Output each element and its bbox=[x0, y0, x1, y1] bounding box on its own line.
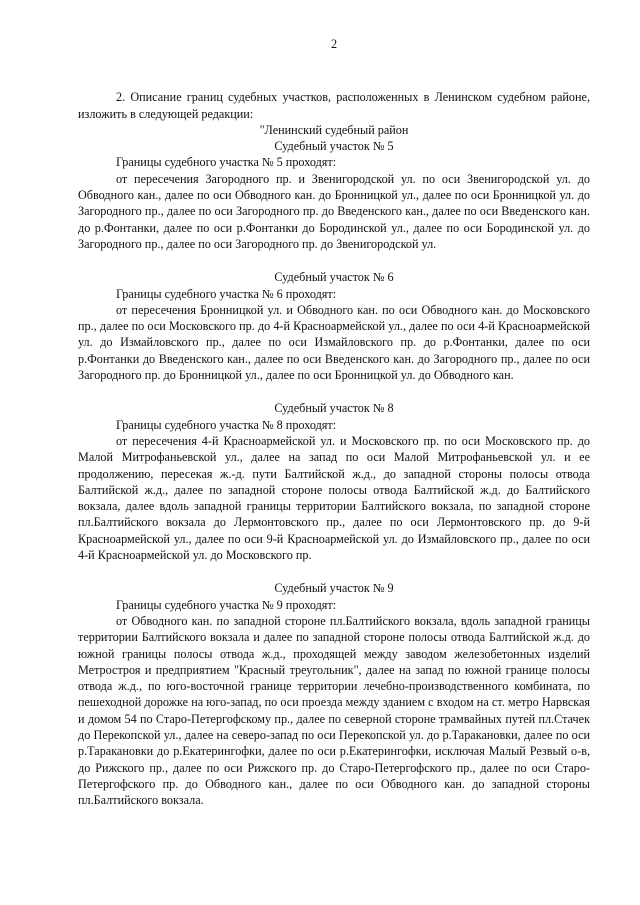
section-title-9: Судебный участок № 9 bbox=[274, 581, 394, 596]
section-title-5: Судебный участок № 5 bbox=[274, 139, 394, 154]
district-title: "Ленинский судебный район bbox=[259, 122, 409, 137]
section-text-9: от Обводного кан. по западной стороне пл.Балтийского вокзала, вдоль западной границы территории Балтийского вокзала и далее по западной стороне полосы отвода Балтийской ж.д. до южной границы полосы отвода ж.д., проходящей между заводом железобетонных изделий Метростроя и предприятием "Красный треугольник", далее на запад по южной границе полосы отвода ж.д., по юго-восточной границе территории лечебно-производственного комбината, по пешеходной дорожке на юго-запад, по оси проезда между зданием с входом на ст. метро Нарвская и домом 54 по Старо-Петергофскому пр., далее по северной стороне трамвайных путей пл.Стачек до Перекопской ул., далее на северо-запад по оси Перекопской ул. до р.Таракановки, далее по оси р.Таракановки до р.Екатерингофки, далее по оси р.Екатерингофки, исключая Малый Резвый о-в, до Рижского пр., далее по оси Рижского пр. до Старо-Петергофского пр., далее по оси Старо-Петергофского пр. до Обводного кан., далее по оси Обводного кан. до западной стороны пл.Балтийского вокзала. bbox=[78, 613, 590, 808]
section-gap bbox=[78, 252, 590, 269]
section-gap bbox=[78, 563, 590, 580]
section-boundary-label-6: Границы судебного участка № 6 проходят: bbox=[116, 286, 337, 301]
section-boundary-label-5: Границы судебного участка № 5 проходят: bbox=[116, 155, 337, 170]
section-title-6: Судебный участок № 6 bbox=[274, 270, 394, 285]
section-text-6: от пересечения Бронницкой ул. и Обводного кан. по оси Обводного кан. до Московского пр., далее по оси Московского пр. до 4-й Красноармейской ул., далее по оси 4-й Красноармейской ул. до Измайловского пр., далее по оси Измайловского пр. до р.Фонтанки, далее по оси р.Фонтанки до Введенского кан., далее по оси Введенского кан. до Загородного пр., далее по оси Загородного пр. до Бронницкой ул., далее по оси Бронницкой ул. до Обводного кан. bbox=[78, 302, 590, 383]
section-boundary-label-8: Границы судебного участка № 8 проходят: bbox=[116, 417, 337, 432]
section-gap bbox=[78, 383, 590, 400]
section-text-8: от пересечения 4-й Красноармейской ул. и Московского пр. по оси Московского пр. до Малой Митрофаньевской ул., далее на запад по оси Малой Митрофаньевской ул. и ее продолжению, пересекая ж.-д. пути Балтийской ж.д., до западной стороны полосы отвода Балтийской ж.д., далее по западной стороне полосы отвода Балтийской ж.д. до Балтийского вокзала, далее вдоль западной границы территории Балтийского вокзала, по западной стороне пл.Балтийского вокзала до Лермонтовского пр., далее по оси Лермонтовского пр. до 9-й Красноармейской ул., далее по оси 9-й Красноармейской ул. до Измайловского пр., далее по оси 4-й Красноармейской ул. до Московского пр. bbox=[78, 433, 590, 563]
section-title-8: Судебный участок № 8 bbox=[274, 401, 394, 416]
intro-paragraph: 2. Описание границ судебных участков, расположенных в Ленинском судебном районе, изложить в следующей редакции: bbox=[78, 90, 590, 121]
page-number: 2 bbox=[330, 37, 338, 51]
section-boundary-label-9: Границы судебного участка № 9 проходят: bbox=[116, 597, 337, 612]
section-text-5: от пересечения Загородного пр. и Звенигородской ул. по оси Звенигородской ул. до Обводного кан., далее по оси Обводного кан. до Бронницкой ул., далее по оси Бронницкой ул. до Загородного пр., далее по оси Загородного пр. до Введенского кан., далее по оси Введенского кан. до р.Фонтанки, далее по оси р.Фонтанки до Бородинской ул., далее по оси Бородинской ул. до Загородного пр., далее по оси Загородного пр. до Звенигородской ул. bbox=[78, 171, 590, 251]
